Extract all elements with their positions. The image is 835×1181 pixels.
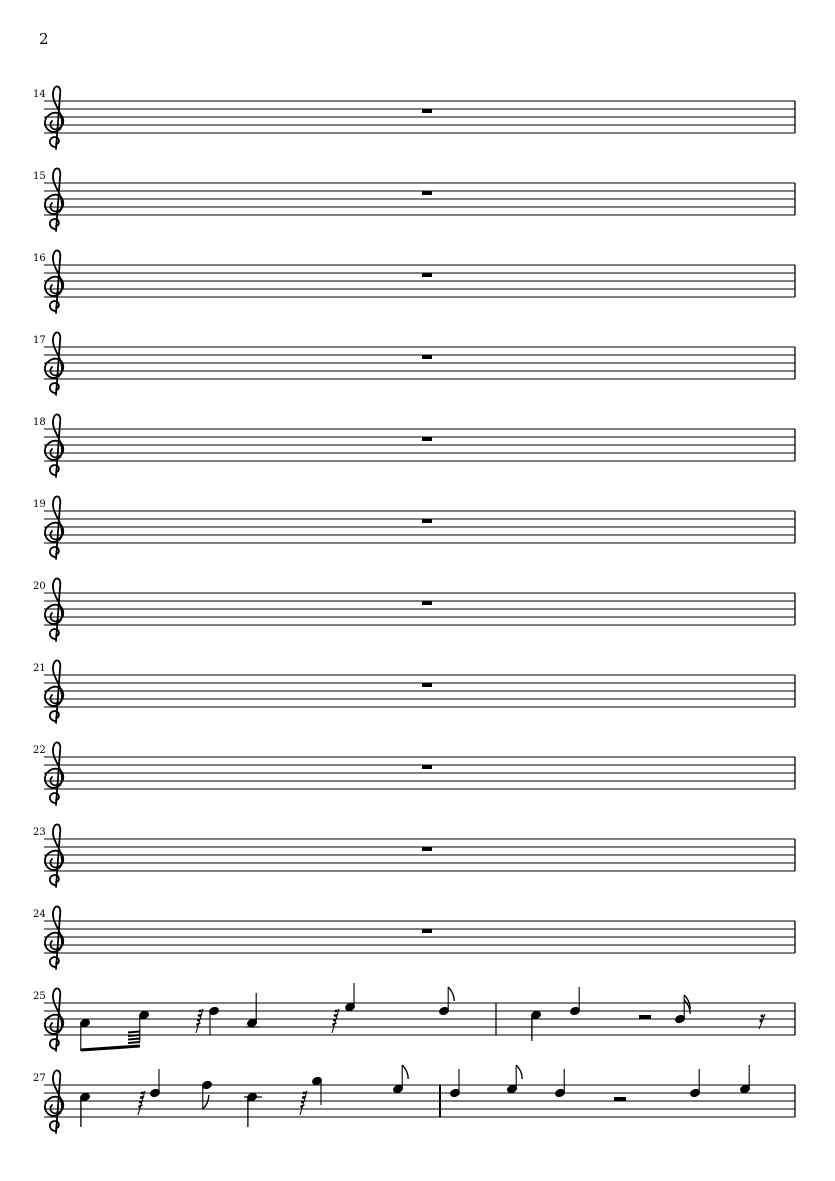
note-flag: [402, 1065, 408, 1079]
measure-number: 20: [33, 581, 46, 592]
measure-number: 18: [33, 417, 46, 428]
measure-number: 23: [33, 827, 46, 838]
measure-number: 22: [33, 745, 46, 756]
measure-number: 25: [33, 991, 46, 1002]
treble-clef-icon: [45, 1070, 63, 1133]
half-rest-icon: [614, 1097, 626, 1101]
note-flag: [516, 1065, 522, 1079]
measure-number: 19: [33, 499, 46, 510]
measure-number: 27: [33, 1073, 46, 1084]
measure-number: 15: [33, 171, 46, 182]
small-rest-icon: [138, 1091, 145, 1115]
measure-number: 24: [33, 909, 46, 920]
page-number: 2: [39, 30, 49, 48]
measure-number: 16: [33, 253, 46, 264]
small-rest-icon: [300, 1091, 307, 1115]
measure-number: 17: [33, 335, 46, 346]
measure-number: 14: [33, 89, 46, 100]
note-flag: [203, 1095, 209, 1109]
measure-number: 21: [33, 663, 46, 674]
